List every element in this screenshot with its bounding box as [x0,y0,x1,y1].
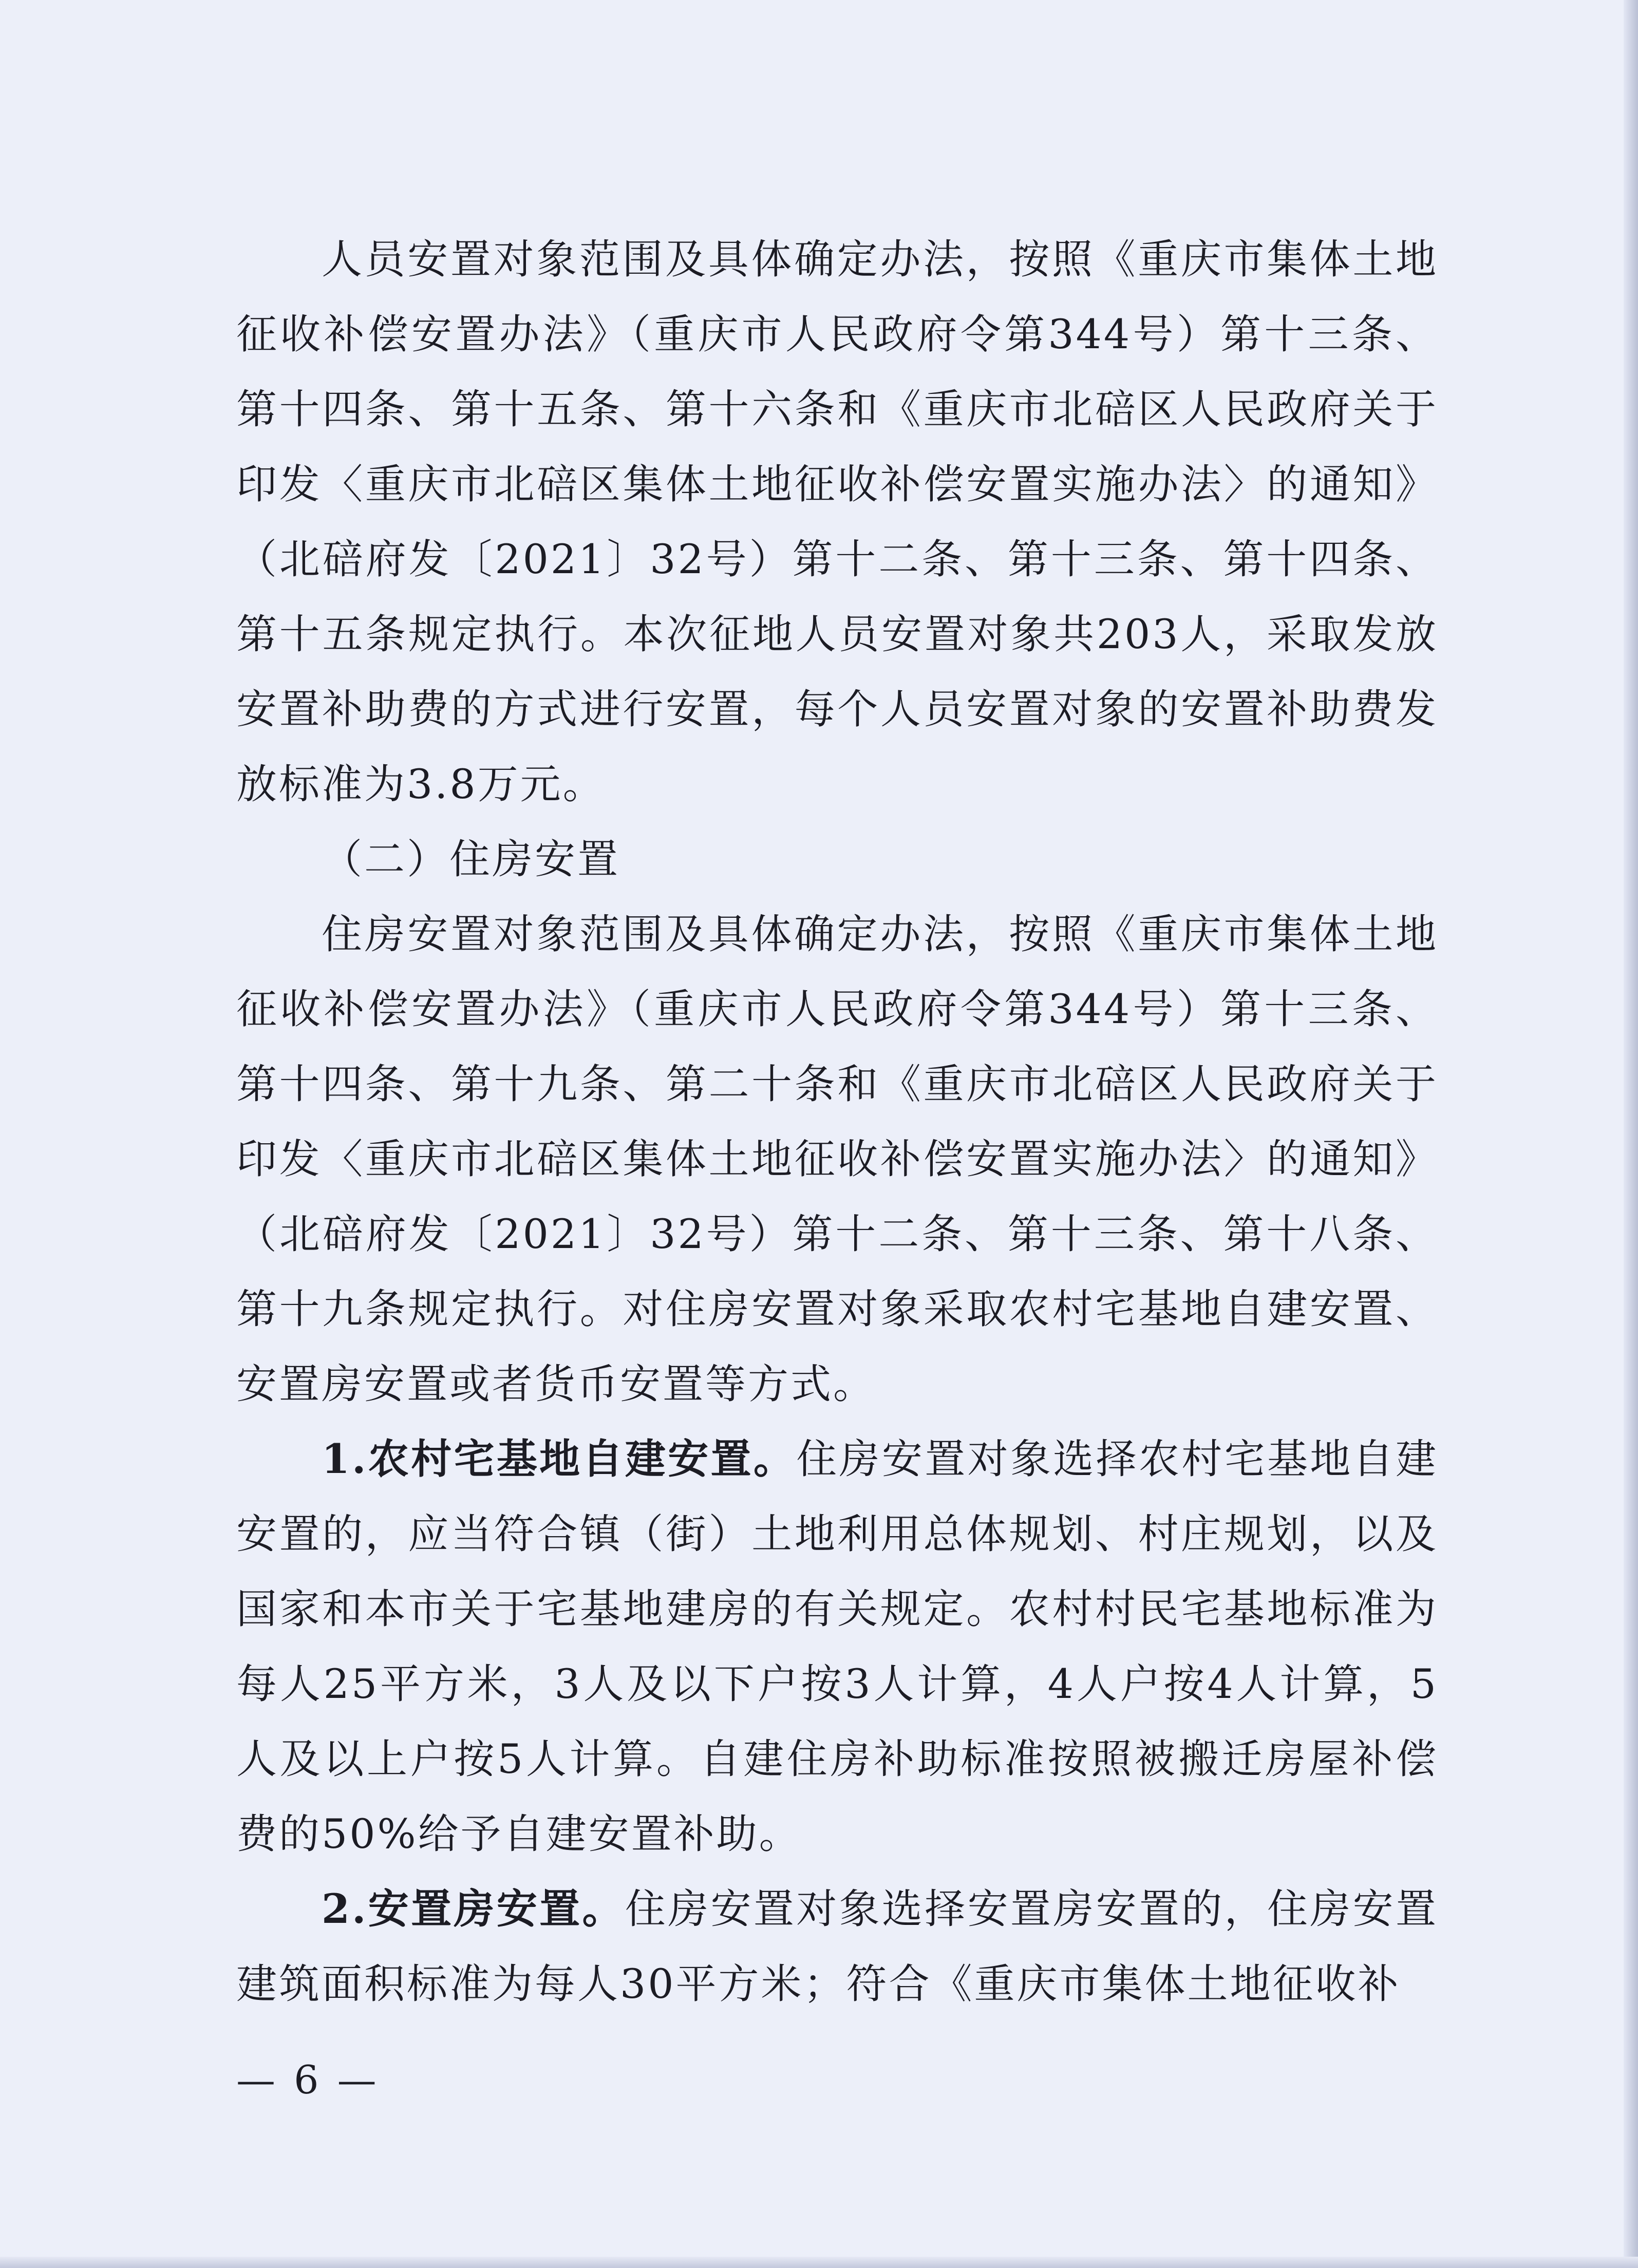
paragraph-personnel-resettlement [236,222,1438,822]
paragraph-text: 住房安置对象范围及具体确定办法，按照《重庆市集体土地征收补偿安置办法》（重庆市人民政府令第344号）第十三条、第十四条、第十九条、第二十条和《重庆市北碚区人民政府关于印发〈重庆市北碚区集体土地征收补偿安置实施办法〉的通知》（北碚府发〔2021〕32号）第十二条、第十三条、第十八条、第十九条规定执行。对住房安置对象采取农村宅基地自建安置、安置房安置或者货币安置等方式。 [236,911,1438,1408]
heading-text: （二）住房安置 [322,836,620,883]
paragraph-lead: 1.农村宅基地自建安置。 [322,1435,797,1483]
document-body [236,222,1438,2021]
paragraph-lead: 2.安置房安置。 [322,1885,625,1933]
paragraph-text: 住房安置对象选择安置房安置的，住房安置建筑面积标准为每人30平方米；符合《重庆市集体土地征收补 [236,1885,1438,2008]
paragraph-text: 人员安置对象范围及具体确定办法，按照《重庆市集体土地征收补偿安置办法》（重庆市人民政府令第344号）第十三条、第十四条、第十五条、第十六条和《重庆市北碚区人民政府关于印发〈重庆市北碚区集体土地征收补偿安置实施办法〉的通知》（北碚府发〔2021〕32号）第十二条、第十三条、第十四条、第十五条规定执行。本次征地人员安置对象共203人，采取发放安置补助费的方式进行安置，每个人员安置对象的安置补助费发放标准为3.8万元。 [236,236,1438,808]
paragraph-text: 住房安置对象选择农村宅基地自建安置的，应当符合镇（街）土地利用总体规划、村庄规划，以及国家和本市关于宅基地建房的有关规定。农村村民宅基地标准为每人25平方米，3人及以下户按3人计算，4人户按4人计算，5人及以上户按5人计算。自建住房补助标准按照被搬迁房屋补偿费的50%给予自建安置补助。 [236,1435,1438,1858]
scan-edge-shadow [1624,0,1638,2268]
paragraph-resettlement-housing [236,1872,1438,2021]
paragraph-housing-resettlement [236,897,1438,1422]
paragraph-homestead-self-build [236,1422,1438,1872]
scan-bottom-shadow [0,2257,1638,2268]
page-number: — 6 — [236,2057,380,2103]
section-heading-housing-resettlement [236,822,1438,897]
